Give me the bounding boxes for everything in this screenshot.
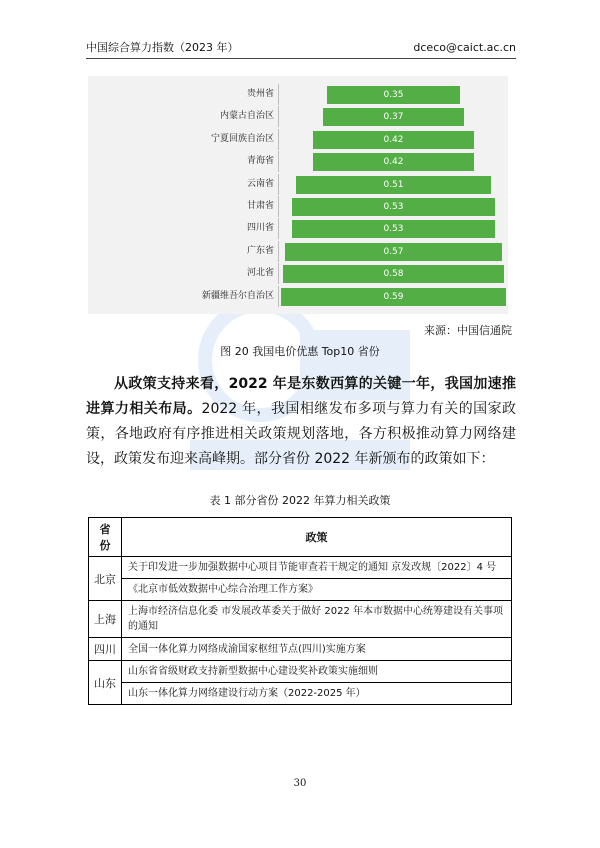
chart-axis-line bbox=[278, 84, 279, 105]
province-cell: 上海 bbox=[89, 601, 122, 638]
chart-category-label: 新疆维吾尔自治区 bbox=[201, 290, 274, 301]
header-province: 省份 bbox=[89, 518, 122, 557]
chart-category-label: 宁夏回族自治区 bbox=[210, 133, 274, 144]
policy-table bbox=[88, 517, 512, 705]
chart-bar: 0.53 bbox=[292, 198, 494, 216]
table-row bbox=[89, 638, 512, 661]
policy-cell: 上海市经济信息化委 市发展改革委关于做好 2022 年本市数据中心统筹建设有关事项的通知 bbox=[122, 601, 512, 638]
header-rule bbox=[86, 58, 516, 59]
chart-axis-line bbox=[278, 286, 279, 307]
table-header-row bbox=[89, 518, 512, 557]
chart-row bbox=[88, 174, 508, 195]
table-row bbox=[89, 601, 512, 638]
chart-category-label: 四川省 bbox=[246, 223, 274, 234]
chart-axis-line bbox=[278, 196, 279, 217]
header-policy: 政策 bbox=[122, 518, 512, 557]
chart-axis-line bbox=[278, 151, 279, 172]
table-row bbox=[89, 661, 512, 683]
chart-axis-line bbox=[278, 263, 279, 284]
chart-row bbox=[88, 218, 508, 239]
chart-source: 来源：中国信通院 bbox=[424, 324, 512, 337]
chart-category-label: 青海省 bbox=[246, 156, 274, 167]
body-paragraph bbox=[86, 372, 516, 472]
province-cell: 四川 bbox=[89, 638, 122, 661]
header-email: dceco@caict.ac.cn bbox=[413, 40, 516, 54]
chart-bar: 0.42 bbox=[313, 131, 473, 149]
policy-cell: 全国一体化算力网络成渝国家枢纽节点(四川)实施方案 bbox=[122, 638, 512, 661]
chart-axis-line bbox=[278, 241, 279, 262]
policy-cell: 山东省省级财政支持新型数据中心建设奖补政策实施细则 bbox=[122, 661, 512, 683]
paragraph-text: 2022 年，我国相继发布多项与算力有关的国家政策，各地政府有序推进相关政策规划落地，各方积极推动算力网络建设，政策发布迎来高峰期。部分省份 2022 年新颁布的政策如下： bbox=[86, 401, 517, 467]
chart-axis-line bbox=[278, 129, 279, 150]
chart-row bbox=[88, 263, 508, 284]
chart-row bbox=[88, 129, 508, 150]
chart-row bbox=[88, 106, 508, 127]
chart-row bbox=[88, 151, 508, 172]
table-caption: 表 1 部分省份 2022 年算力相关政策 bbox=[209, 494, 391, 507]
chart-bar: 0.37 bbox=[323, 108, 464, 126]
table-row bbox=[89, 579, 512, 601]
chart-axis-line bbox=[278, 174, 279, 195]
electricity-price-chart bbox=[88, 76, 508, 314]
chart-category-label: 内蒙古自治区 bbox=[219, 111, 274, 122]
page-header bbox=[86, 40, 516, 54]
chart-axis-line bbox=[278, 106, 279, 127]
chart-bar: 0.59 bbox=[281, 288, 506, 306]
chart-category-label: 广东省 bbox=[246, 245, 274, 256]
table-row bbox=[89, 683, 512, 705]
policy-cell: 山东一体化算力网络建设行动方案（2022-2025 年） bbox=[122, 683, 512, 705]
chart-axis-line bbox=[278, 218, 279, 239]
chart-bar: 0.53 bbox=[292, 220, 494, 238]
chart-bar: 0.42 bbox=[313, 153, 473, 171]
chart-category-label: 云南省 bbox=[246, 178, 274, 189]
chart-row bbox=[88, 196, 508, 217]
chart-bar: 0.57 bbox=[285, 243, 503, 261]
paragraph-bold-lead: 从政策支持来看，2022 年是东数西算的关键一年，我国加速推进算力相关布局。 bbox=[86, 376, 516, 417]
chart-bar: 0.51 bbox=[296, 176, 491, 194]
chart-bar: 0.35 bbox=[327, 86, 461, 104]
chart-category-label: 贵州省 bbox=[246, 89, 274, 99]
policy-cell: 《北京市低效数据中心综合治理工作方案》 bbox=[122, 579, 512, 601]
chart-row bbox=[88, 286, 508, 307]
page-number: 30 bbox=[293, 778, 307, 789]
chart-category-label: 河北省 bbox=[246, 268, 274, 279]
province-cell: 北京 bbox=[89, 557, 122, 601]
chart-bar: 0.58 bbox=[283, 265, 504, 283]
figure-caption: 图 20 我国电价优惠 Top10 省份 bbox=[220, 345, 380, 358]
province-cell: 山东 bbox=[89, 661, 122, 705]
chart-category-label: 甘肃省 bbox=[246, 201, 274, 211]
chart-row bbox=[88, 84, 508, 105]
policy-cell: 关于印发进一步加强数据中心项目节能审查若干规定的通知 京发改规〔2022〕4 号 bbox=[122, 557, 512, 579]
chart-row bbox=[88, 241, 508, 262]
header-title: 中国综合算力指数（2023 年） bbox=[86, 41, 239, 54]
table-row bbox=[89, 557, 512, 579]
